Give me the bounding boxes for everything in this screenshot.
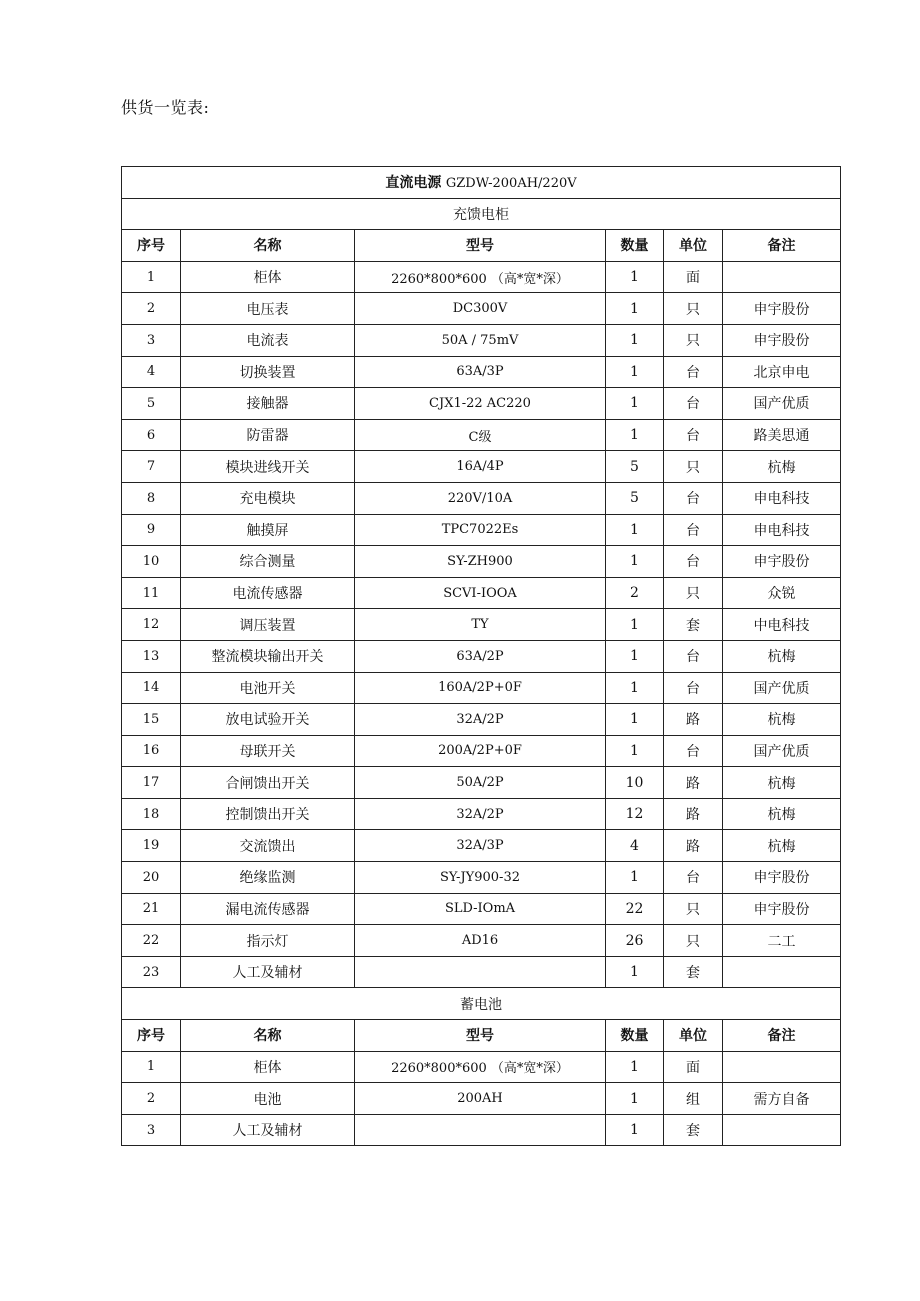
- table-row: [122, 672, 841, 704]
- row-number: 17: [122, 767, 181, 799]
- item-remark: 申宇股份: [723, 293, 841, 325]
- table-row: [122, 577, 841, 609]
- table-row: [122, 704, 841, 736]
- table-title-model: GZDW-200AH/220V: [445, 176, 577, 192]
- table-title-row: [122, 167, 841, 199]
- column-header-name: 名称: [181, 1020, 355, 1052]
- item-model: 63A/3P: [355, 356, 606, 388]
- item-name: 柜体: [181, 261, 355, 293]
- item-model: 200AH: [355, 1083, 606, 1115]
- section-title-row: [122, 988, 841, 1020]
- item-name: 切换装置: [181, 356, 355, 388]
- row-number: 20: [122, 862, 181, 894]
- item-name: 母联开关: [181, 735, 355, 767]
- item-name: 人工及辅材: [181, 956, 355, 988]
- item-unit: 台: [664, 419, 723, 451]
- item-model: DC300V: [355, 293, 606, 325]
- item-model: SLD-IOmA: [355, 893, 606, 925]
- item-unit: 套: [664, 956, 723, 988]
- item-quantity: 1: [606, 862, 664, 894]
- item-quantity: 26: [606, 925, 664, 957]
- item-remark: 申宇股份: [723, 324, 841, 356]
- item-model: 200A/2P+0F: [355, 735, 606, 767]
- item-quantity: 1: [606, 356, 664, 388]
- column-header-remark: 备注: [723, 1020, 841, 1052]
- table-row: [122, 1083, 841, 1115]
- column-header-unit: 单位: [664, 1020, 723, 1052]
- item-unit: 路: [664, 830, 723, 862]
- item-remark: 二工: [723, 925, 841, 957]
- item-unit: 台: [664, 482, 723, 514]
- item-quantity: 1: [606, 704, 664, 736]
- item-unit: 台: [664, 388, 723, 420]
- item-remark: 国产优质: [723, 388, 841, 420]
- item-quantity: 1: [606, 735, 664, 767]
- item-remark: 申宇股份: [723, 893, 841, 925]
- row-number: 12: [122, 609, 181, 641]
- table-row: [122, 546, 841, 578]
- item-remark: 路美思通: [723, 419, 841, 451]
- item-remark: 杭梅: [723, 767, 841, 799]
- column-header-model: 型号: [355, 230, 606, 262]
- item-model: SCVI-IOOA: [355, 577, 606, 609]
- row-number: 18: [122, 798, 181, 830]
- item-quantity: 5: [606, 482, 664, 514]
- item-model: 160A/2P+0F: [355, 672, 606, 704]
- table-row: [122, 324, 841, 356]
- item-quantity: 2: [606, 577, 664, 609]
- item-model: SY-JY900-32: [355, 862, 606, 894]
- item-name: 整流模块输出开关: [181, 640, 355, 672]
- table-row: [122, 798, 841, 830]
- item-quantity: 1: [606, 514, 664, 546]
- item-model: TY: [355, 609, 606, 641]
- supply-table-body: [122, 167, 841, 1146]
- table-row: [122, 482, 841, 514]
- item-remark: 杭梅: [723, 704, 841, 736]
- column-header-no: 序号: [122, 230, 181, 262]
- item-remark: 申电科技: [723, 514, 841, 546]
- column-header-row: [122, 230, 841, 262]
- item-quantity: 1: [606, 324, 664, 356]
- row-number: 22: [122, 925, 181, 957]
- item-remark: [723, 956, 841, 988]
- item-unit: 台: [664, 862, 723, 894]
- item-remark: [723, 1051, 841, 1083]
- row-number: 14: [122, 672, 181, 704]
- row-number: 19: [122, 830, 181, 862]
- table-row: [122, 609, 841, 641]
- row-number: 7: [122, 451, 181, 483]
- item-unit: 路: [664, 767, 723, 799]
- item-remark: 杭梅: [723, 640, 841, 672]
- item-quantity: 1: [606, 1114, 664, 1146]
- table-row: [122, 925, 841, 957]
- item-unit: 只: [664, 577, 723, 609]
- row-number: 21: [122, 893, 181, 925]
- item-remark: 申宇股份: [723, 862, 841, 894]
- row-number: 6: [122, 419, 181, 451]
- row-number: 4: [122, 356, 181, 388]
- item-quantity: 1: [606, 672, 664, 704]
- item-remark: 杭梅: [723, 451, 841, 483]
- item-quantity: 1: [606, 1083, 664, 1115]
- row-number: 10: [122, 546, 181, 578]
- table-row: [122, 1051, 841, 1083]
- row-number: 8: [122, 482, 181, 514]
- item-name: 交流馈出: [181, 830, 355, 862]
- item-quantity: 1: [606, 388, 664, 420]
- item-model: [355, 1114, 606, 1146]
- row-number: 3: [122, 324, 181, 356]
- item-remark: 北京申电: [723, 356, 841, 388]
- item-model: AD16: [355, 925, 606, 957]
- row-number: 1: [122, 1051, 181, 1083]
- item-unit: 台: [664, 735, 723, 767]
- item-name: 调压装置: [181, 609, 355, 641]
- item-unit: 台: [664, 356, 723, 388]
- item-name: 漏电流传感器: [181, 893, 355, 925]
- item-unit: 面: [664, 261, 723, 293]
- row-number: 3: [122, 1114, 181, 1146]
- item-quantity: 1: [606, 609, 664, 641]
- item-name: 充电模块: [181, 482, 355, 514]
- item-unit: 路: [664, 704, 723, 736]
- item-model: C级: [355, 419, 606, 451]
- item-remark: 杭梅: [723, 798, 841, 830]
- item-quantity: 1: [606, 419, 664, 451]
- item-quantity: 1: [606, 956, 664, 988]
- table-row: [122, 261, 841, 293]
- item-remark: [723, 261, 841, 293]
- item-quantity: 4: [606, 830, 664, 862]
- table-row: [122, 451, 841, 483]
- item-quantity: 22: [606, 893, 664, 925]
- column-header-qty: 数量: [606, 230, 664, 262]
- table-row: [122, 862, 841, 894]
- item-remark: 中电科技: [723, 609, 841, 641]
- column-header-name: 名称: [181, 230, 355, 262]
- row-number: 11: [122, 577, 181, 609]
- item-model: 63A/2P: [355, 640, 606, 672]
- table-row: [122, 388, 841, 420]
- item-model: 2260*800*600 （高*宽*深）: [355, 1051, 606, 1083]
- row-number: 2: [122, 1083, 181, 1115]
- supply-list-table: [121, 166, 841, 1146]
- row-number: 2: [122, 293, 181, 325]
- row-number: 5: [122, 388, 181, 420]
- item-quantity: 5: [606, 451, 664, 483]
- item-name: 触摸屏: [181, 514, 355, 546]
- document-intro-label: 供货一览表:: [121, 98, 210, 117]
- row-number: 13: [122, 640, 181, 672]
- item-remark: 国产优质: [723, 672, 841, 704]
- item-remark: 国产优质: [723, 735, 841, 767]
- item-model: 32A/2P: [355, 798, 606, 830]
- item-unit: 只: [664, 893, 723, 925]
- item-unit: 套: [664, 609, 723, 641]
- item-model: 2260*800*600 （高*宽*深）: [355, 261, 606, 293]
- item-remark: 杭梅: [723, 830, 841, 862]
- row-number: 15: [122, 704, 181, 736]
- row-number: 16: [122, 735, 181, 767]
- table-row: [122, 830, 841, 862]
- item-name: 电流传感器: [181, 577, 355, 609]
- item-name: 柜体: [181, 1051, 355, 1083]
- item-remark: [723, 1114, 841, 1146]
- table-title: [122, 167, 841, 199]
- column-header-qty: 数量: [606, 1020, 664, 1052]
- item-name: 绝缘监测: [181, 862, 355, 894]
- item-name: 综合测量: [181, 546, 355, 578]
- item-unit: 路: [664, 798, 723, 830]
- column-header-no: 序号: [122, 1020, 181, 1052]
- item-unit: 只: [664, 293, 723, 325]
- item-quantity: 12: [606, 798, 664, 830]
- table-row: [122, 893, 841, 925]
- item-name: 防雷器: [181, 419, 355, 451]
- row-number: 1: [122, 261, 181, 293]
- item-name: 电流表: [181, 324, 355, 356]
- item-quantity: 10: [606, 767, 664, 799]
- row-number: 23: [122, 956, 181, 988]
- item-model: 50A/2P: [355, 767, 606, 799]
- item-name: 电池: [181, 1083, 355, 1115]
- item-quantity: 1: [606, 640, 664, 672]
- item-remark: 需方自备: [723, 1083, 841, 1115]
- row-number: 9: [122, 514, 181, 546]
- item-model: 16A/4P: [355, 451, 606, 483]
- item-name: 电池开关: [181, 672, 355, 704]
- table-title-name: 直流电源: [385, 175, 442, 192]
- table-row: [122, 1114, 841, 1146]
- item-quantity: 1: [606, 1051, 664, 1083]
- item-model: 50A / 75mV: [355, 324, 606, 356]
- item-model: TPC7022Es: [355, 514, 606, 546]
- table-row: [122, 293, 841, 325]
- item-model: SY-ZH900: [355, 546, 606, 578]
- item-unit: 台: [664, 546, 723, 578]
- item-name: 模块进线开关: [181, 451, 355, 483]
- item-name: 人工及辅材: [181, 1114, 355, 1146]
- item-name: 放电试验开关: [181, 704, 355, 736]
- table-row: [122, 735, 841, 767]
- item-unit: 台: [664, 514, 723, 546]
- section-title: 蓄电池: [122, 988, 841, 1020]
- table-row: [122, 956, 841, 988]
- item-unit: 组: [664, 1083, 723, 1115]
- table-row: [122, 514, 841, 546]
- item-quantity: 1: [606, 261, 664, 293]
- item-remark: 申宇股份: [723, 546, 841, 578]
- item-quantity: 1: [606, 546, 664, 578]
- table-row: [122, 356, 841, 388]
- item-model: 32A/2P: [355, 704, 606, 736]
- column-header-row: [122, 1020, 841, 1052]
- column-header-remark: 备注: [723, 230, 841, 262]
- item-model: 32A/3P: [355, 830, 606, 862]
- section-title: 充馈电柜: [122, 198, 841, 230]
- section-title-row: [122, 198, 841, 230]
- column-header-model: 型号: [355, 1020, 606, 1052]
- item-unit: 只: [664, 451, 723, 483]
- table-row: [122, 419, 841, 451]
- item-name: 合闸馈出开关: [181, 767, 355, 799]
- item-unit: 套: [664, 1114, 723, 1146]
- item-model: 220V/10A: [355, 482, 606, 514]
- item-remark: 众锐: [723, 577, 841, 609]
- table-row: [122, 640, 841, 672]
- item-name: 电压表: [181, 293, 355, 325]
- table-row: [122, 767, 841, 799]
- item-quantity: 1: [606, 293, 664, 325]
- item-unit: 台: [664, 672, 723, 704]
- item-model: [355, 956, 606, 988]
- item-unit: 只: [664, 324, 723, 356]
- column-header-unit: 单位: [664, 230, 723, 262]
- item-unit: 只: [664, 925, 723, 957]
- item-name: 控制馈出开关: [181, 798, 355, 830]
- item-unit: 台: [664, 640, 723, 672]
- item-model: CJX1-22 AC220: [355, 388, 606, 420]
- item-name: 接触器: [181, 388, 355, 420]
- item-unit: 面: [664, 1051, 723, 1083]
- item-remark: 申电科技: [723, 482, 841, 514]
- item-name: 指示灯: [181, 925, 355, 957]
